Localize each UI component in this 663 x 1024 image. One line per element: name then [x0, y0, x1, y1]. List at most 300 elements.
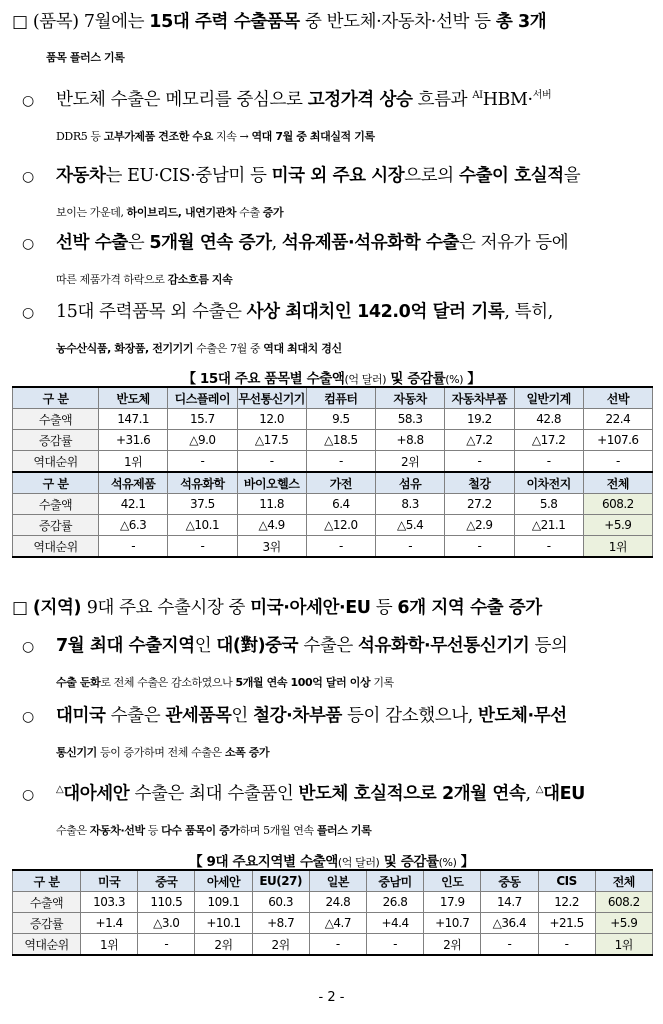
text-run: 9대 주요 수출시장 중 [86, 598, 251, 618]
text-run: (지역) [32, 598, 87, 618]
table-cell: +31.6 [99, 430, 168, 451]
bold-text [478, 706, 567, 726]
text-run: △ [535, 784, 544, 796]
table-cell: 증감률 [13, 913, 81, 934]
text [56, 206, 127, 219]
table-cell: △10.1 [168, 515, 237, 536]
table-cell: 섬유 [376, 472, 445, 494]
text-line [22, 813, 652, 849]
table-cell: 중국 [138, 870, 195, 892]
text [459, 233, 568, 253]
table2-caption [0, 850, 663, 870]
bullet-china [22, 628, 652, 701]
text [404, 166, 459, 186]
table2-caption-unit2: (%) [438, 856, 457, 869]
text-run: 반도체·무선 [478, 706, 567, 726]
table-cell: 12.2 [538, 892, 595, 913]
bold-text [263, 342, 341, 355]
table-cell: △3.0 [138, 913, 195, 934]
bold-text [251, 130, 374, 143]
bold-text [263, 206, 283, 219]
table-cell: 608.2 [583, 494, 652, 515]
text-run: 선박 수출 [56, 233, 128, 253]
text-run: 등이 감소했으나, [341, 706, 479, 726]
table-cell: +8.8 [376, 430, 445, 451]
bold-text [459, 166, 564, 186]
table-cell: 6.4 [306, 494, 375, 515]
table-cell: 컴퓨터 [306, 387, 375, 409]
bold-text [104, 130, 213, 143]
text-run: 고정가격 상승 [307, 90, 413, 110]
table-cell: +5.9 [595, 913, 652, 934]
superscript [536, 784, 543, 795]
text [529, 636, 567, 656]
table-cell: - [168, 536, 237, 558]
superscript [533, 90, 552, 101]
text-run: 수출은 7월 중 [193, 342, 264, 355]
bold-text [216, 636, 298, 656]
table-cell: 2위 [376, 451, 445, 473]
text-run: 수출은 [105, 706, 166, 726]
text [272, 233, 282, 253]
text-line [12, 40, 652, 76]
text-run: 수출이 호실적 [458, 166, 564, 186]
text-run: 미국 외 주요 시장 [271, 166, 405, 186]
text-run: (품목) [32, 12, 84, 32]
text-line [22, 776, 652, 813]
text-run: 대EU [543, 784, 585, 804]
text-line [22, 262, 652, 298]
table-cell: 일반기계 [514, 387, 583, 409]
table-cell: 42.1 [99, 494, 168, 515]
text [56, 824, 90, 837]
text [84, 12, 149, 32]
table-cell: 17.9 [424, 892, 481, 913]
table-cell: - [583, 451, 652, 473]
table-cell: △7.2 [445, 430, 514, 451]
table-cell: - [168, 451, 237, 473]
table-cell: 구 분 [13, 472, 99, 494]
text-run: 서버 [532, 90, 552, 102]
table-cell: 109.1 [195, 892, 252, 913]
table-row [13, 409, 653, 430]
table-cell: 37.5 [168, 494, 237, 515]
text-run: 5개월 연속 증가 [149, 233, 272, 253]
text-line [22, 225, 652, 262]
table-cell: +10.1 [195, 913, 252, 934]
text [106, 166, 272, 186]
table-row [13, 892, 653, 913]
text-line [22, 294, 652, 331]
text-run: 관세품목 [165, 706, 232, 726]
superscript [472, 90, 482, 101]
text-run: 대(對)중국 [216, 636, 299, 656]
table-cell: - [366, 934, 423, 956]
bold-text [56, 233, 128, 253]
table-cell: 역대순위 [13, 536, 99, 558]
table-cell: 이차전지 [514, 472, 583, 494]
text-run: 15대 주력 수출품목 [149, 12, 300, 32]
text [145, 824, 161, 837]
text-line [22, 331, 652, 367]
text [56, 130, 104, 143]
text [195, 636, 217, 656]
text [87, 598, 250, 618]
text [298, 636, 358, 656]
table-row [13, 536, 653, 558]
text-run: 은 저유가 등에 [458, 233, 569, 253]
table-row [13, 430, 653, 451]
table-cell: 중남미 [366, 870, 423, 892]
table-cell: CIS [538, 870, 595, 892]
text-line [22, 735, 652, 771]
table-cell: 27.2 [445, 494, 514, 515]
bullet-marker: ○ [22, 787, 34, 803]
table-cell: 1위 [583, 536, 652, 558]
text [231, 706, 253, 726]
table-cell: △6.3 [99, 515, 168, 536]
bold-text [90, 824, 145, 837]
table-cell: 구 분 [13, 870, 81, 892]
bold-text [253, 706, 342, 726]
text [342, 706, 478, 726]
table-cell: 42.8 [514, 409, 583, 430]
table-cell: 3위 [237, 536, 306, 558]
table-cell: EU(27) [252, 870, 309, 892]
table-cell: - [481, 934, 538, 956]
table-cell: 22.4 [583, 409, 652, 430]
text-run: 은 [127, 233, 150, 253]
text-run: 반도체 호실적으로 2개월 연속 [298, 784, 526, 804]
bullet-marker: ○ [22, 169, 34, 185]
table-row [13, 387, 653, 409]
table2-caption-end: 】 [456, 854, 474, 870]
bold-text [397, 598, 541, 618]
table-cell: 자동차부품 [445, 387, 514, 409]
table-cell: 2위 [195, 934, 252, 956]
bold-text [235, 676, 370, 689]
text-run: 인 [231, 706, 254, 726]
table1-caption-mid: 및 증감률 [386, 371, 446, 387]
table-cell: 반도체 [99, 387, 168, 409]
text [483, 90, 533, 110]
table-cell: △36.4 [481, 913, 538, 934]
region-export-table [12, 869, 653, 956]
bold-text [56, 166, 106, 186]
text-run: 으로의 [404, 166, 459, 186]
text-run: 7월에는 [83, 12, 150, 32]
bold-text [149, 12, 299, 32]
text-run: 다수 품목이 증가 [161, 824, 240, 837]
text-run: , [271, 233, 282, 253]
table2-caption-mid: 및 증감률 [379, 854, 439, 870]
text-run: 총 3개 [495, 12, 547, 32]
bullet-marker: ○ [22, 709, 34, 725]
text [525, 784, 535, 804]
text-run: 흐름과 [412, 90, 473, 110]
text-run: 소폭 증가 [224, 746, 270, 759]
table-cell: 일본 [309, 870, 366, 892]
text [504, 302, 553, 322]
bullet-semiconductor [22, 82, 652, 155]
text [56, 273, 168, 286]
bullet-marker: ○ [22, 639, 34, 655]
table-cell: 103.3 [81, 892, 138, 913]
bold-text [46, 51, 124, 64]
text-run: 역대 최대치 경신 [263, 342, 342, 355]
text-run: , 특히, [504, 302, 553, 322]
bold-text [56, 342, 193, 355]
table1-caption-end: 】 [463, 371, 481, 387]
text-line [12, 590, 652, 626]
table-cell: 디스플레이 [168, 387, 237, 409]
text-run: 통신기기 [56, 746, 97, 759]
text-run: 석유제품·석유화학 수출 [281, 233, 459, 253]
text-run: 사상 최대치인 142.0억 달러 기록 [246, 302, 505, 322]
table-cell: 가전 [306, 472, 375, 494]
bullet-ship-petroleum [22, 225, 652, 298]
table-cell: +10.7 [424, 913, 481, 934]
text-line [22, 119, 652, 155]
text-line [22, 82, 652, 119]
table-cell: - [306, 536, 375, 558]
table-cell: 15.7 [168, 409, 237, 430]
text-line [22, 158, 652, 195]
bold-text [282, 233, 459, 253]
table-cell: 전체 [595, 870, 652, 892]
text-run: 대아세안 [63, 784, 130, 804]
table-cell: +8.7 [252, 913, 309, 934]
table-cell: 147.1 [99, 409, 168, 430]
bold-text [33, 598, 87, 618]
table-cell: 58.3 [376, 409, 445, 430]
table-cell: - [306, 451, 375, 473]
section-marker: □ [12, 598, 28, 618]
text-run: 플러스 기록 [316, 824, 372, 837]
table-cell: 14.7 [481, 892, 538, 913]
table-cell: 110.5 [138, 892, 195, 913]
text-run: 등이 증가하며 전체 수출은 [96, 746, 225, 759]
text-run: AI [472, 90, 483, 102]
text-run: 자동차 [56, 166, 106, 186]
table-cell: 24.8 [309, 892, 366, 913]
bold-text [56, 746, 97, 759]
table-cell: 석유제품 [99, 472, 168, 494]
text-run: 수출은 [56, 824, 90, 837]
text [193, 342, 263, 355]
table-cell: 선박 [583, 387, 652, 409]
table-cell: 19.2 [445, 409, 514, 430]
bold-text [247, 302, 505, 322]
bold-text [165, 706, 231, 726]
text-run: HBM· [482, 90, 533, 110]
table-cell: 9.5 [306, 409, 375, 430]
text-run: 자동차·선박 [89, 824, 145, 837]
text [300, 12, 496, 32]
table-cell: +107.6 [583, 430, 652, 451]
text-run: 을 [563, 166, 581, 186]
text-run: 등의 [529, 636, 568, 656]
text [240, 824, 317, 837]
text-run: , [525, 784, 536, 804]
bold-text [358, 636, 529, 656]
text-run: 하이브리드, 내연기관차 [126, 206, 237, 219]
bold-text [56, 676, 100, 689]
text-run: 농수산식품, 화장품, 전기기기 [56, 342, 194, 355]
text-line [22, 665, 652, 701]
text-run: DDR5 등 [56, 130, 104, 143]
text-run: 등 [370, 598, 398, 618]
table-cell: 자동차 [376, 387, 445, 409]
table-cell: +5.9 [583, 515, 652, 536]
table-cell: 1위 [595, 934, 652, 956]
bold-text [543, 784, 585, 804]
bold-text [56, 636, 195, 656]
table-cell: - [237, 451, 306, 473]
table-cell: +1.4 [81, 913, 138, 934]
table-cell: 아세안 [195, 870, 252, 892]
bold-text [168, 273, 233, 286]
text-run: 등 [144, 824, 162, 837]
text-run: 고부가제품 견조한 수요 [103, 130, 213, 143]
text-run: 로 전체 수출은 감소하였으나 [100, 676, 236, 689]
table2-caption-unit: (억 달러) [337, 856, 380, 869]
bullet-asean-eu [22, 776, 652, 849]
table1-caption-text: 【 15대 주요 품목별 수출액 [182, 371, 345, 387]
table-row [13, 494, 653, 515]
table-cell: - [309, 934, 366, 956]
table-cell: 무선통신기기 [237, 387, 306, 409]
bullet-marker: ○ [22, 236, 34, 252]
table-cell: - [514, 536, 583, 558]
table-cell: 수출액 [13, 409, 99, 430]
text [564, 166, 581, 186]
table-cell: 8.3 [376, 494, 445, 515]
table-cell: 석유화학 [168, 472, 237, 494]
text-run: 15대 주력품목 외 수출은 [56, 302, 247, 322]
table-cell: 1위 [99, 451, 168, 473]
text [412, 90, 472, 110]
text-run: △ [56, 784, 64, 796]
text-run: 수출 [236, 206, 263, 219]
section-product-summary [12, 4, 652, 76]
table-cell: 5.8 [514, 494, 583, 515]
table-cell: - [445, 451, 514, 473]
table-cell: △18.5 [306, 430, 375, 451]
table1-caption-unit: (억 달러) [344, 373, 387, 386]
table-cell: 인도 [424, 870, 481, 892]
table-cell: △4.7 [309, 913, 366, 934]
table-cell: 역대순위 [13, 451, 99, 473]
text-run: 하며 5개월 연속 [239, 824, 317, 837]
table-row [13, 515, 653, 536]
bullet-automobile [22, 158, 652, 231]
text-run: 7월 최대 수출지역 [56, 636, 195, 656]
bullet-other-products [22, 294, 652, 367]
table-cell: 2위 [252, 934, 309, 956]
table-cell: △4.9 [237, 515, 306, 536]
table-cell: - [445, 536, 514, 558]
table-cell: △12.0 [306, 515, 375, 536]
text [106, 706, 166, 726]
text-run: 증가 [262, 206, 284, 219]
table-cell: 미국 [81, 870, 138, 892]
table-cell: △9.0 [168, 430, 237, 451]
text-run: 보이는 가운데, [56, 206, 127, 219]
bold-text [127, 206, 236, 219]
table-cell: 26.8 [366, 892, 423, 913]
table-cell: 바이오헬스 [237, 472, 306, 494]
table-cell: 수출액 [13, 892, 81, 913]
bold-text [149, 233, 271, 253]
text-run: 미국·아세안·EU [250, 598, 371, 618]
text-run: 품목 플러스 기록 [46, 51, 125, 64]
table-row [13, 934, 653, 956]
table1-caption [0, 367, 663, 387]
text [56, 302, 247, 322]
text-run: 역대 7월 중 최대실적 기록 [251, 130, 375, 143]
table-cell: △17.2 [514, 430, 583, 451]
text [100, 676, 235, 689]
table-cell: +21.5 [538, 913, 595, 934]
text-run: 따른 제품가격 하락으로 [56, 273, 168, 286]
text-line [22, 628, 652, 665]
text-run: 대미국 [56, 706, 106, 726]
text [370, 676, 394, 689]
bold-text [250, 598, 370, 618]
table-cell: 전체 [583, 472, 652, 494]
bold-text [161, 824, 239, 837]
table1-caption-unit2: (%) [445, 373, 464, 386]
text-run: 중 반도체·자동차·선박 등 [299, 12, 496, 32]
table-cell: 608.2 [595, 892, 652, 913]
table-cell: △5.4 [376, 515, 445, 536]
table-cell: +4.4 [366, 913, 423, 934]
text [371, 598, 398, 618]
bullet-marker: ○ [22, 93, 34, 109]
product-export-table [12, 386, 653, 558]
table-cell: 수출액 [13, 494, 99, 515]
bold-text [317, 824, 372, 837]
bold-text [225, 746, 269, 759]
text [33, 12, 84, 32]
table-cell: - [538, 934, 595, 956]
table-cell: 증감률 [13, 515, 99, 536]
text-run: 기록 [370, 676, 394, 689]
table-cell: 1위 [81, 934, 138, 956]
table-cell: 60.3 [252, 892, 309, 913]
bold-text [308, 90, 413, 110]
text [236, 206, 263, 219]
table-cell: △21.1 [514, 515, 583, 536]
table-cell: △17.5 [237, 430, 306, 451]
text-run: 6개 지역 수출 증가 [397, 598, 542, 618]
text [128, 233, 150, 253]
table-cell: △2.9 [445, 515, 514, 536]
table-cell: 2위 [424, 934, 481, 956]
table-cell: - [514, 451, 583, 473]
bullet-usa [22, 698, 652, 771]
bold-text [496, 12, 546, 32]
table-cell: 중동 [481, 870, 538, 892]
text-run: 수출은 최대 수출품인 [129, 784, 299, 804]
table-row [13, 913, 653, 934]
text-run: 석유화학·무선통신기기 [358, 636, 530, 656]
text-line [12, 4, 652, 40]
table-cell: - [99, 536, 168, 558]
bold-text [56, 706, 106, 726]
section-region-summary [12, 590, 652, 626]
